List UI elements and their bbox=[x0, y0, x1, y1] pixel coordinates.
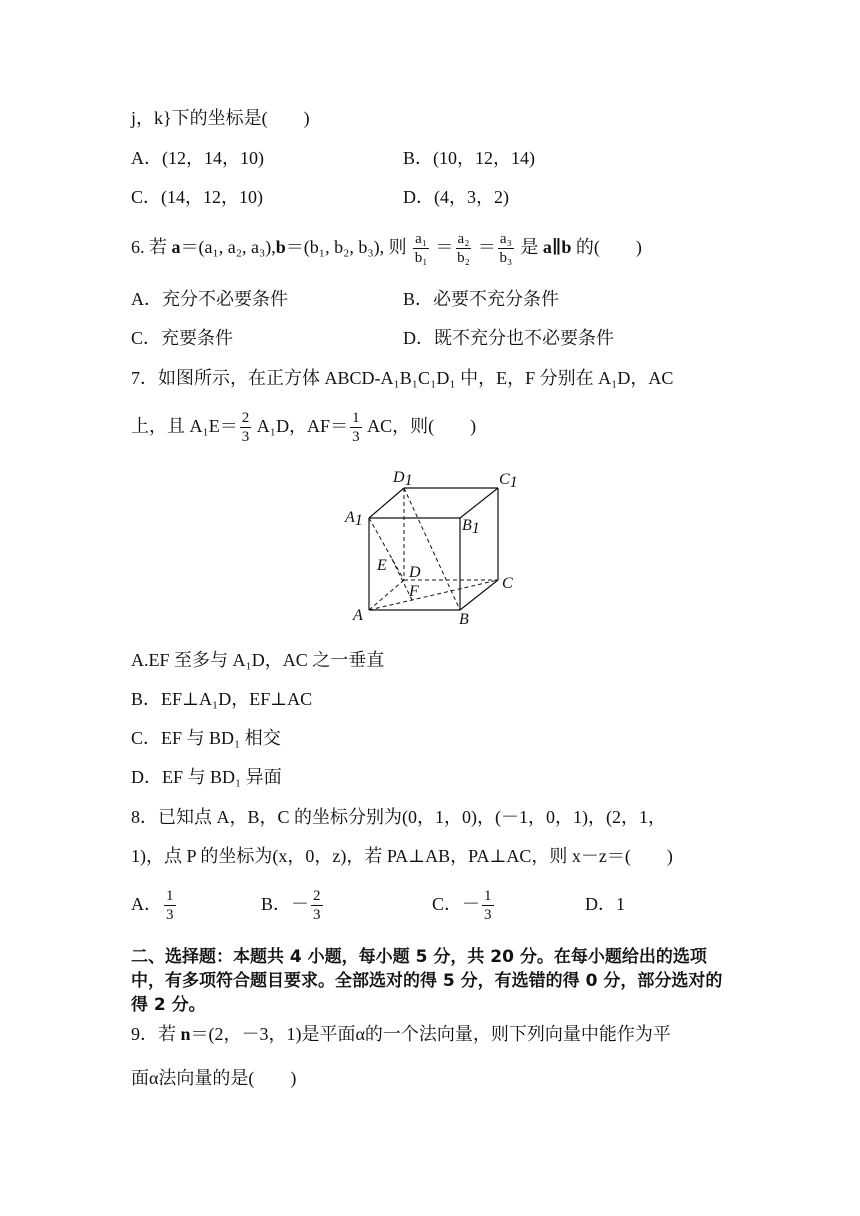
q8-stem-line1: 8．已知点 A，B，C 的坐标分别为(0，1，0)，(－1，0，1)，(2，1， bbox=[131, 807, 666, 827]
equals-sign: ＝ bbox=[477, 237, 496, 257]
label-b: B bbox=[459, 611, 469, 628]
q7-option-b: B．EF⊥A₁D，EF⊥AC bbox=[131, 689, 313, 709]
label-c: C bbox=[502, 575, 513, 592]
q6-fraction-3 bbox=[498, 232, 514, 266]
section-2-instructions: 二、选择题：本题共 4 小题，每小题 5 分，共 20 分。在每小题给出的选项中，有多项符合题目要求。全部选对的得 5 分，有选错的得 0 分，部分选对的得 2 分。 bbox=[131, 947, 723, 1015]
q6-a-def: ＝(a₁, a₂, a₃), bbox=[180, 237, 276, 257]
frac-num: 2 bbox=[241, 409, 250, 426]
q6-fraction-1 bbox=[413, 232, 429, 266]
label-f: F bbox=[409, 583, 419, 600]
q5-option-c: C．(14，12，10) bbox=[131, 187, 263, 207]
frac-num: 1 bbox=[484, 887, 492, 904]
frac-den: b₁ bbox=[414, 249, 428, 266]
frac-den: 3 bbox=[484, 906, 492, 923]
frac-num: a₁ bbox=[415, 230, 428, 247]
frac-den: b₂ bbox=[457, 249, 470, 266]
q6-option-d: D．既不充分也不必要条件 bbox=[403, 328, 614, 348]
q5-stem-text: j，k}下的坐标是( ) bbox=[131, 108, 310, 128]
q6-suffix: 是 bbox=[515, 237, 543, 257]
frac-den: 3 bbox=[313, 906, 321, 923]
frac-num: 1 bbox=[352, 409, 360, 426]
label-a1: A1 bbox=[345, 509, 363, 529]
q7-fraction-1-3 bbox=[350, 411, 362, 445]
edge-b1c1 bbox=[460, 488, 498, 518]
frac-den: 3 bbox=[352, 428, 360, 445]
q5-option-a: A．(12，14，10) bbox=[131, 148, 264, 168]
q8-a-fraction bbox=[164, 889, 176, 923]
q6-stem bbox=[131, 222, 642, 272]
q7-option-a: A.EF 至多与 A₁D，AC 之一垂直 bbox=[131, 650, 385, 670]
q6-option-c: C．充要条件 bbox=[131, 328, 234, 348]
option-label: B．－ bbox=[261, 894, 310, 914]
label-b1: B1 bbox=[462, 517, 480, 537]
edge-a1d1 bbox=[369, 488, 404, 518]
q8-option-c bbox=[432, 882, 496, 926]
hidden-edge-ad bbox=[369, 580, 404, 610]
q7-fraction-2-3 bbox=[240, 411, 252, 445]
q9-stem-line1 bbox=[131, 1022, 671, 1046]
q7-option-d: D．EF 与 BD₁ 异面 bbox=[131, 767, 282, 787]
label-d: D bbox=[409, 564, 421, 581]
q5-stem-tail bbox=[131, 106, 310, 130]
q6-b-def: ＝(b₁, b₂, b₃), 则 bbox=[285, 237, 407, 257]
frac-den: 3 bbox=[166, 906, 174, 923]
q9-prefix: 9．若 bbox=[131, 1024, 181, 1044]
frac-num: 2 bbox=[313, 887, 321, 904]
q5-option-b: B．(10，12，14) bbox=[403, 148, 535, 168]
q6-option-a: A．充分不必要条件 bbox=[131, 289, 288, 309]
q6-relation: a∥b bbox=[542, 237, 572, 257]
q6-option-b: B．必要不充分条件 bbox=[403, 289, 560, 309]
label-c1: C1 bbox=[499, 471, 518, 491]
q9-line1-post: ＝(2，－3，1)是平面α的一个法向量，则下列向量中能作为平 bbox=[190, 1024, 671, 1044]
q8-stem-line2: 1)，点 P 的坐标为(x，0，z)，若 PA⊥AB，PA⊥AC，则 x－z＝( ) bbox=[131, 846, 673, 866]
cube-figure bbox=[335, 460, 535, 630]
frac-num: 1 bbox=[166, 887, 174, 904]
q6-prefix: 6. 若 bbox=[131, 237, 172, 257]
q7-line2-b: A₁D，AF＝ bbox=[253, 416, 349, 436]
q8-b-fraction bbox=[311, 889, 323, 923]
q8-option-d: D．1 bbox=[585, 894, 625, 914]
equals-sign: ＝ bbox=[435, 237, 454, 257]
q7-line2-c: AC，则( ) bbox=[363, 416, 477, 436]
label-e: E bbox=[377, 557, 387, 574]
q7-option-c: C．EF 与 BD₁ 相交 bbox=[131, 728, 281, 748]
label-d1: D1 bbox=[393, 469, 413, 489]
frac-den: 3 bbox=[241, 428, 250, 445]
q5-option-d: D．(4，3，2) bbox=[403, 187, 509, 207]
vector-n: n bbox=[180, 1024, 191, 1044]
frac-den: b₃ bbox=[499, 249, 513, 266]
vector-a: a bbox=[171, 237, 181, 257]
q7-stem-line2 bbox=[131, 404, 476, 448]
q8-option-b bbox=[261, 882, 325, 926]
frac-num: a₂ bbox=[457, 230, 470, 247]
q7-stem-line1: 7．如图所示，在正方体 ABCD-A₁B₁C₁D₁ 中，E，F 分别在 A₁D，AC bbox=[131, 368, 674, 388]
q6-suffix-post: 的( ) bbox=[571, 237, 642, 257]
q7-line2-a: 上，且 A₁E＝ bbox=[131, 416, 238, 436]
option-label: C．－ bbox=[432, 894, 481, 914]
q9-stem-line2: 面α法向量的是( ) bbox=[131, 1068, 297, 1088]
label-a: A bbox=[353, 607, 363, 624]
q8-option-a bbox=[131, 882, 178, 926]
q8-c-fraction bbox=[482, 889, 494, 923]
q6-fraction-2 bbox=[456, 232, 472, 266]
option-label: A． bbox=[131, 894, 162, 914]
vector-b: b bbox=[275, 237, 286, 257]
frac-num: a₃ bbox=[499, 230, 512, 247]
